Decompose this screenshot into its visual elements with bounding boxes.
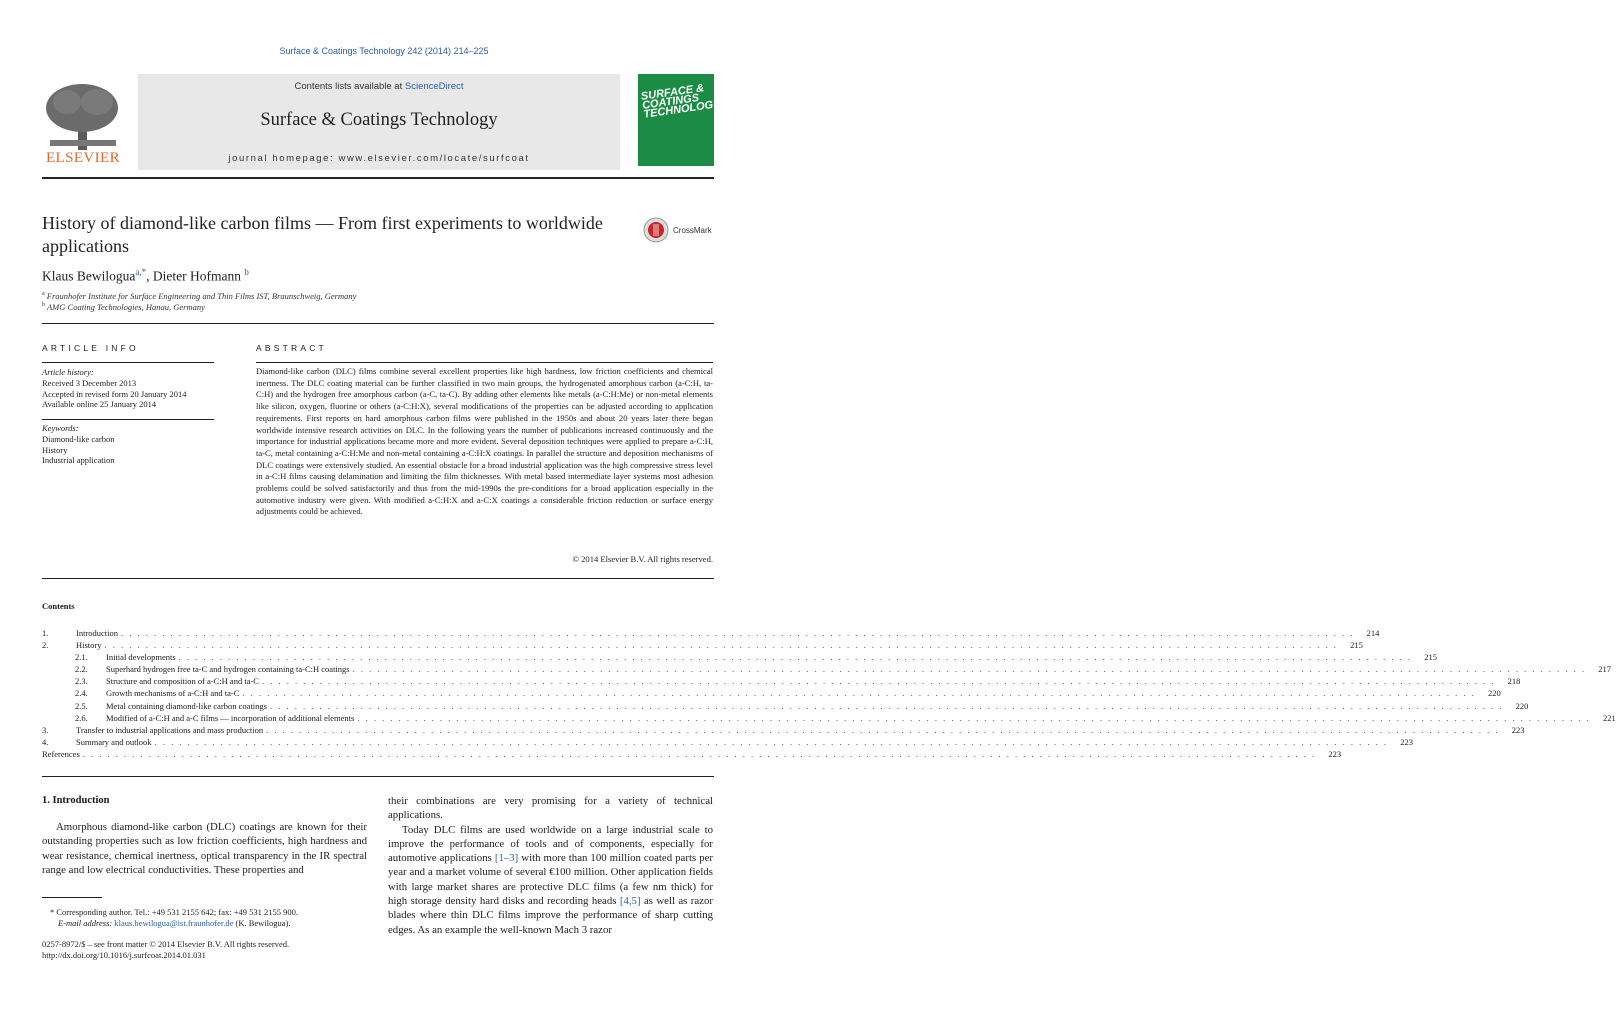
affiliation-text: AMG Coating Technologies, Hanau, Germany [46,302,205,312]
author-name: Dieter Hofmann [152,268,241,284]
body-right-column [388,794,713,937]
toc-entry[interactable] [42,724,1525,736]
abstract-text: Diamond-like carbon (DLC) films combine several excellent properties like high hardness, low friction coefficients and chemical inertness. The DLC coating material can be further classified in two main groups, the hydrogenated amorphous carbon (a-C:H, ta-C:H) and the hydrogen free amorphous carbon (a-C, ta-C). By adding other elements like metals (a-C:H:Me) or non-metal elements like silicon, oxygen, fluorine or others (a-C:H:X), several modifications of the properties can be adjusted according to application requirements. First reports on hard amorphous carbon films were published in the 1950s and about 20 years later there began worldwide intensive research activities on DLC. In the following years the number of publications increased continuously and the importance for industrial applications became more and more evident. Several deposition techniques were applied to prepare a-C:H, ta-C, metal containing a-C:H:Me and non-metal containing a-C:H:X coatings. In parallel the structure and deposition mechanisms of DLC coatings were extensively studied. An essential obstacle for a broad industrial application was the high compressive stress level in a-C:H films causing delamination and limiting the film thicknesses. With metal based intermediate layer systems most adhesion problems could be solved satisfactorily and thus from the mid-1990s the pre-conditions for a broad application especially in the automotive industry were given. With modified a-C:H:X and a-C:X coatings a considerable friction reduction or surface energy adjustments could be achieved. [256,366,713,517]
toc-page-number: 220 [1488,688,1501,699]
journal-homepage[interactable]: journal homepage: www.elsevier.com/locate/surfcoat [228,153,530,164]
toc-label[interactable]: Transfer to industrial applications and mass production [76,724,264,735]
toc-page-number: 217 [1598,664,1611,675]
toc-number: 2. [42,640,49,651]
contents-available [138,81,620,92]
history-online: Available online 25 January 2014 [42,399,157,410]
toc-number: 2.6. [75,712,88,723]
keyword: Industrial application [42,455,115,466]
toc-page-number: 221 [1602,712,1616,723]
toc-number: 3. [42,724,49,735]
toc-page-number: 223 [1511,724,1525,735]
author-affiliation-marker[interactable]: a,* [135,267,147,277]
toc-page-number: 218 [1507,676,1521,687]
citation-link[interactable]: [4,5] [619,895,641,908]
toc-label[interactable]: References [42,748,80,759]
history-accepted: Accepted in revised form 20 January 2014 [42,388,187,399]
contents-title: Contents [42,601,75,611]
toc-page-number: 215 [1350,640,1363,651]
issn-line: 0257-8972/$ – see front matter © 2014 Elsevier B.V. All rights reserved. [42,939,290,949]
footnote-rule [42,897,102,898]
toc-entry[interactable] [42,675,1521,687]
corresponding-author-note: * Corresponding author. Tel.: +49 531 2155 642; fax: +49 531 2155 900. [50,907,298,917]
doi-link[interactable]: http://dx.doi.org/10.1016/j.surfcoat.2014.01.031 [42,950,206,960]
toc-page-number: 215 [1424,652,1438,663]
toc-leader-dots: . . . . . . . . . . . . . . . . . . . . . . . . . . . . . . . . . . . . . . . . . . . . . . . . . . . . . . . . . . . . . . . . . . . . . . . . . . . . . . . . . . . . . . . . . . . . . . . . . . . . . . . . . . . . . . . . . . . . . . . . . . . . . . . . . . . . . . . . . . . . . . . . . . . . . . [357,712,1591,723]
toc-entry[interactable] [42,651,1438,663]
toc-number: 1. [42,628,49,638]
journal-masthead [138,74,620,170]
keyword: History [42,444,68,455]
keywords-label: Keywords: [42,423,79,433]
toc-leader-dots: . . . . . . . . . . . . . . . . . . . . . . . . . . . . . . . . . . . . . . . . . . . . . . . . . . . . . . . . . . . . . . . . . . . . . . . . . . . . . . . . . . . . . . . . . . . . . . . . . . . . . . . . . . . . . . . . . . . . . . . . . . . . . . . . . . . . . . . . . . . . . . . . . . . . . . [104,640,1338,651]
keywords-rule [42,419,214,420]
toc-label[interactable]: Introduction [76,628,119,638]
author-name: Klaus Bewilogua [42,268,136,284]
email-suffix: (K. Bewilogua). [233,918,291,928]
history-label: Article history: [42,367,94,377]
history-received: Received 3 December 2013 [42,377,137,388]
affiliation-b [42,302,205,312]
author-rule [42,323,714,324]
abstract-bottom-rule [42,578,714,579]
toc-label[interactable]: Growth mechanisms of a-C:H and ta-C [106,688,240,699]
toc-leader-dots: . . . . . . . . . . . . . . . . . . . . . . . . . . . . . . . . . . . . . . . . . . . . . . . . . . . . . . . . . . . . . . . . . . . . . . . . . . . . . . . . . . . . . . . . . . . . . . . . . . . . . . . . . . . . . . . . . . . . . . . . . . . . . . . . . . . . . . . . . . . . . . . . . . . . . . [121,628,1355,638]
article-info-heading: ARTICLE INFO [42,343,139,353]
text-run: as well as razor blades where thin DLC films improve the performance of sharp cutting edges. As an example the well-known Mach 3 razor [388,895,713,936]
toc-label[interactable]: Superhard hydrogen free ta-C and hydrogen containing ta-C:H coatings [106,664,350,675]
toc-entry[interactable] [42,712,1616,724]
toc-entry[interactable] [42,687,1501,699]
journal-cover-thumbnail [638,74,722,166]
toc-entry[interactable] [42,639,1363,651]
available-prefix: Contents lists available at [294,81,405,92]
author-affiliation-marker[interactable]: b [244,267,249,277]
text-run: Today DLC films are used worldwide on a large industrial scale to improve the performance of tools and of components, especially for automotive applications [388,823,713,865]
toc-page-number: 214 [1366,628,1380,638]
toc-label[interactable]: Summary and outlook [76,736,152,747]
email-link[interactable]: klaus.bewilogua@ist.fraunhofer.de [114,918,234,928]
toc-leader-dots: . . . . . . . . . . . . . . . . . . . . . . . . . . . . . . . . . . . . . . . . . . . . . . . . . . . . . . . . . . . . . . . . . . . . . . . . . . . . . . . . . . . . . . . . . . . . . . . . . . . . . . . . . . . . . . . . . . . . . . . . . . . . . . . . . . . . . . . . . . . . . . . . . . . . . . [82,748,1317,759]
toc-leader-dots: . . . . . . . . . . . . . . . . . . . . . . . . . . . . . . . . . . . . . . . . . . . . . . . . . . . . . . . . . . . . . . . . . . . . . . . . . . . . . . . . . . . . . . . . . . . . . . . . . . . . . . . . . . . . . . . . . . . . . . . . . . . . . . . . . . . . . . . . . . . . . . . . . . . . . . [261,676,1496,687]
article-info-rule [42,362,214,363]
journal-title: Surface & Coatings Technology [260,110,498,130]
toc-entry[interactable] [42,663,1611,675]
toc-leader-dots: . . . . . . . . . . . . . . . . . . . . . . . . . . . . . . . . . . . . . . . . . . . . . . . . . . . . . . . . . . . . . . . . . . . . . . . . . . . . . . . . . . . . . . . . . . . . . . . . . . . . . . . . . . . . . . . . . . . . . . . . . . . . . . . . . . . . . . . . . . . . . . . . . . . . . . [154,736,1388,747]
toc-label[interactable]: Metal containing diamond-like carbon coatings [106,700,267,711]
journal-reference[interactable]: Surface & Coatings Technology 242 (2014) 214–225 [279,46,489,56]
toc-leader-dots: . . . . . . . . . . . . . . . . . . . . . . . . . . . . . . . . . . . . . . . . . . . . . . . . . . . . . . . . . . . . . . . . . . . . . . . . . . . . . . . . . . . . . . . . . . . . . . . . . . . . . . . . . . . . . . . . . . . . . . . . . . . . . . . . . . . . . . . . . . . . . . . . . . . . . . [352,664,1586,675]
author-list [42,267,249,285]
body-paragraph: their combinations are very promising for a variety of technical applications. [388,795,713,822]
abstract-heading: ABSTRACT [256,343,327,353]
toc-number: 4. [42,736,49,747]
toc-leader-dots: . . . . . . . . . . . . . . . . . . . . . . . . . . . . . . . . . . . . . . . . . . . . . . . . . . . . . . . . . . . . . . . . . . . . . . . . . . . . . . . . . . . . . . . . . . . . . . . . . . . . . . . . . . . . . . . . . . . . . . . . . . . . . . . . . . . . . . . . . . . . . . . . . . . . . . [269,700,1504,711]
affiliation-marker: b [42,302,45,309]
abstract-rule [256,362,713,363]
toc-number: 2.4. [75,688,88,699]
section-heading: 1. Introduction [42,795,110,806]
email-note [50,918,370,929]
article-title: History of diamond-like carbon films — From first experiments to worldwide applications [42,213,603,256]
toc-leader-dots: . . . . . . . . . . . . . . . . . . . . . . . . . . . . . . . . . . . . . . . . . . . . . . . . . . . . . . . . . . . . . . . . . . . . . . . . . . . . . . . . . . . . . . . . . . . . . . . . . . . . . . . . . . . . . . . . . . . . . . . . . . . . . . . . . . . . . . . . . . . . . . . . . . . . . . [242,688,1476,699]
elsevier-wordmark: ELSEVIER [45,150,121,166]
abstract-copyright: © 2014 Elsevier B.V. All rights reserved. [572,554,713,564]
table-of-contents [42,627,1616,760]
toc-number: 2.2. [75,664,88,675]
body-paragraph: Amorphous diamond-like carbon (DLC) coatings are known for their outstanding properties such as low friction coefficients, high hardness and wear resistance, chemical inertness, optical transparency in the IR spectral range and low electrical conductivities. These properties and [42,821,367,876]
toc-leader-dots: . . . . . . . . . . . . . . . . . . . . . . . . . . . . . . . . . . . . . . . . . . . . . . . . . . . . . . . . . . . . . . . . . . . . . . . . . . . . . . . . . . . . . . . . . . . . . . . . . . . . . . . . . . . . . . . . . . . . . . . . . . . . . . . . . . . . . . . . . . . . . . . . . . . . . . [266,724,1500,735]
affiliation-text: Fraunhofer Institute for Surface Engineering and Thin Films IST, Braunschweig, Germany [46,291,357,301]
citation-link[interactable]: [1–3] [494,852,519,865]
toc-entry[interactable] [42,627,1380,639]
author-separator: , [146,268,153,284]
keyword: Diamond-like carbon [42,433,115,444]
toc-entry[interactable] [42,736,1413,748]
toc-number: 2.3. [75,676,88,687]
affiliation-a [42,291,356,301]
toc-entry[interactable] [42,748,1342,760]
toc-page-number: 223 [1400,736,1413,747]
toc-number: 2.5. [75,700,88,711]
toc-label[interactable]: Structure and composition of a-C:H and ta-C [106,676,259,687]
toc-number: 2.1. [75,652,88,663]
keywords-block [42,423,214,466]
text-run: with more than 100 million coated parts per year and a market volume of several €100 million. Other application fields with large market shares are protective DLC films (a few nm thick) for high storage density hard disks and recording heads [388,852,713,908]
header-rule [42,177,714,179]
toc-label[interactable]: Modified of a-C:H and a-C films — incorporation of additional elements [106,712,355,723]
toc-label[interactable]: Initial developments [106,652,176,663]
footnote-block [50,907,370,929]
toc-entry[interactable] [42,700,1529,712]
toc-page-number: 223 [1328,748,1342,759]
sciencedirect-link[interactable]: ScienceDirect [404,81,464,92]
crossmark-label: CrossMark [673,226,712,235]
email-label: E-mail address: [58,918,115,928]
body-paragraph [388,823,713,937]
article-history [42,367,214,410]
toc-label[interactable]: History [76,640,102,651]
toc-page-number: 220 [1515,700,1529,711]
affiliation-marker: a [42,291,45,298]
cover-title: SURFACE & COATINGS TECHNOLOGY [640,82,722,121]
toc-leader-dots: . . . . . . . . . . . . . . . . . . . . . . . . . . . . . . . . . . . . . . . . . . . . . . . . . . . . . . . . . . . . . . . . . . . . . . . . . . . . . . . . . . . . . . . . . . . . . . . . . . . . . . . . . . . . . . . . . . . . . . . . . . . . . . . . . . . . . . . . . . . . . . . . . . . . . . [178,652,1413,663]
contents-bottom-rule [42,776,714,777]
